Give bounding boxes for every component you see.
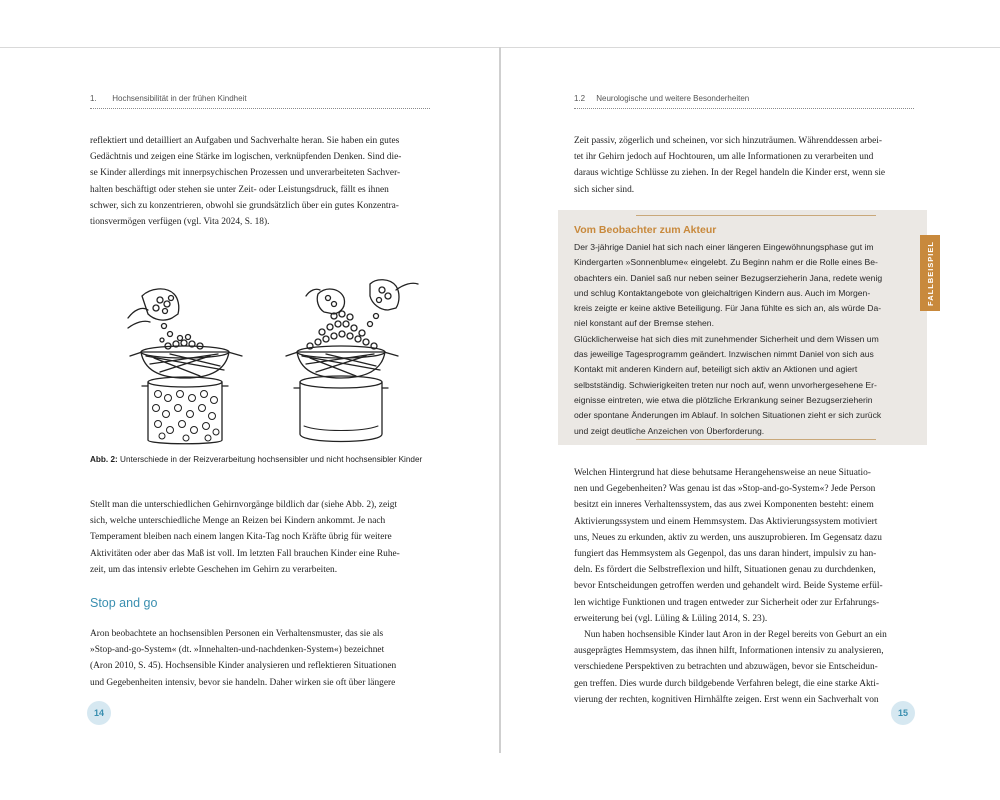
running-head-left [90,94,430,109]
text-line: uns, Neues zu erkunden, aktiv zu werden, uns auszuprobieren. Im Gegensatz dazu [574,532,882,543]
figure-label: Abb. 2: [90,455,118,464]
figure-caption [90,454,435,465]
case-example-tab-label: FALLBEISPIEL [925,240,935,306]
paragraph-2 [90,497,430,578]
chapter-number: 1.2 [574,94,586,103]
paragraph-3 [90,626,430,691]
text-line: Temperament bleiben nach einem langen Kita-Tag noch Kräfte übrig für weitere [90,532,392,543]
text-line: bevor Entscheidungen getroffen werden und gehandelt wird. Beide Systeme erfül- [574,581,883,592]
sieve-and-pot-illustration [120,248,420,448]
text-line: Welchen Hintergrund hat diese behutsame Herangehensweise an neue Situatio- [574,468,871,478]
text-line: sich sicher sind. [574,184,635,195]
text-line: deln. Es fördert die Selbstreflexion und hilft, Situationen genau zu durchdenken, [574,565,876,576]
text-line: verschiedene Perspektiven zu betrachten und abzuwägen, bevor sie Entscheidun- [574,662,878,673]
chapter-title: Hochsensibilität in der frühen Kindheit [112,94,247,103]
text-line: kreis zeigte er keine aktive Beteiligung. Für Jana fühlte es sich an, als würde Da- [574,303,882,314]
text-line: tet ihr Gehirn jedoch auf Hochtouren, um alle Informationen zu verarbeiten und [574,152,874,163]
text-line: selbstständig. Schwierigkeiten treten nur noch auf, wenn unvorhergesehene Er- [574,379,877,390]
text-line: sich, welche unterschiedliche Menge an Reizen bei Kindern ankommt. Je nach [90,516,386,527]
text-line: Aktivitäten oder aber das Maß ist voll. Im letzten Fall brauchen Kinder eine Ruhe- [90,548,400,559]
text-line: Nun haben hochsensible Kinder laut Aron in der Regel bereits von Geburt an ein [584,630,887,641]
text-line: Zeit passiv, zögerlich und scheinen, vor sich hinzuträumen. Währenddessen arbei- [574,136,882,146]
text-line: Glücklicherweise hat sich dies mit zunehmender Sicherheit und dem Wissen um [574,333,879,344]
text-line: Stellt man die unterschiedlichen Gehirnvorgänge bildlich dar (siehe Abb. 2), zeigt [90,500,398,510]
text-line: Kontakt mit anderen Kindern auf, beteiligt sich aktiv an Aktionen und agiert [574,364,858,375]
case-box-rule-top [636,215,876,216]
case-box-rule-bottom [636,439,876,440]
case-example-tab [920,235,940,311]
text-line: tionsvermögen verfügen (vgl. Vita 2024, S. 18). [90,217,270,228]
text-line: obachters ein. Daniel saß nur neben seiner Bezugserzieherin Jana, redete wenig [574,272,883,283]
text-line: fungiert das Hemmsystem als Gegenpol, das uns daran hindert, impulsiv zu han- [574,549,877,560]
section-heading: Stop and go [90,596,158,610]
text-line: se Kinder allerdings mit innerpsychischen Prozessen und unverarbeiteten Sachver- [90,168,401,179]
page-number: 15 [891,701,915,725]
right-page [501,48,1000,753]
text-line: Gedächtnis und zeigen eine Stärke im logischen, verknüpfenden Denken. Sind die- [90,152,402,163]
chapter-number: 1. [90,94,97,103]
text-line: »Stop-and-go-System« (dt. »Innehalten-und-nachdenken-System«) bezeichnet [90,645,385,656]
page-number: 14 [87,701,111,725]
text-line: vierung der rechten, kognitiven Hirnhälfte zeigen. Erst wenn ein Sachverhalt von [574,694,879,705]
left-page [0,48,499,753]
text-line: reflektiert und detailliert an Aufgaben und Sachverhalte heran. Sie haben ein gutes [90,136,400,146]
case-example-box [558,210,927,445]
text-line: erweiterung bei (vgl. Lüling & Lüling 2014, S. 23). [574,613,768,624]
paragraph-1 [90,133,430,230]
text-line: niel konstant auf der Bremse stehen. [574,318,714,329]
text-line: zeit, um das intensiv erlebte Geschehen im Gehirn zu verarbeiten. [90,564,338,575]
paragraph-1 [574,133,914,198]
text-line: Aron beobachtete an hochsensiblen Personen ein Verhaltensmuster, das sie als [90,629,384,639]
text-line: schwer, sich zu konzentrieren, obwohl sie grundsätzlich über ein gutes Konzentra- [90,200,399,211]
text-line: (Aron 2010, S. 45). Hochsensible Kinder analysieren und reflektieren Situationen [90,661,397,672]
running-head-right [574,94,914,109]
text-line: oder spontane Änderungen im Ablauf. In solchen Situationen zieht er sich zurück [574,410,882,421]
text-line: und schlug Kontaktangebote von gleichaltrigen Kindern aus. Auch im Morgen- [574,287,871,298]
text-line: Kindergarten »Sonnenblume« eingelebt. Zu Beginn nahm er die Rolle eines Be- [574,257,878,268]
text-line: daraus wichtige Schlüsse zu ziehen. In der Regel handeln die Kinder erst, wenn sie [574,168,886,179]
text-line: ausgeprägtes Hemmsystem, das ihnen hilft, Informationen intensiv zu analysieren, [574,646,884,657]
text-line: halten beschäftigt oder stehen sie unter Zeit- oder Leistungsdruck, fällt es ihnen [90,184,389,195]
paragraph-2 [574,465,914,708]
text-line: nen und Gegebenheiten? Was genau ist das »Stop-and-go-System«? Jede Person [574,484,876,495]
text-line: Der 3-jährige Daniel hat sich nach einer längeren Eingewöhnungsphase gut im [574,242,874,252]
text-line: und Gegebenheiten intensiv, bevor sie handeln. Daher wirken sie oft über längere [90,677,396,688]
text-line: und zeigt deutliche Anzeichen von Überforderung. [574,425,765,436]
chapter-title: Neurologische und weitere Besonderheiten [596,94,750,103]
figure-caption-text: Unterschiede in der Reizverarbeitung hochsensibler und nicht hochsensibler Kinder [120,455,423,464]
text-line: gen treffen. Dies wurde durch bildgebende Verfahren belegt, die eine starke Akti- [574,678,880,689]
text-line: len wichtige Funktionen und tragen entweder zur Sicherheit oder zur Erfahrungs- [574,597,880,608]
case-example-text [574,240,911,439]
case-example-title: Vom Beobachter zum Akteur [574,224,717,236]
text-line: eignisse eintreten, wie etwa die plötzliche Erkrankung seiner Bezugserzieherin [574,394,873,405]
text-line: Aktivierungssystem und einem Hemmsystem. Das Aktivierungssystem motiviert [574,516,878,527]
text-line: besitzt ein inneres Verhaltenssystem, das aus zwei Komponenten besteht: einem [574,500,874,511]
text-line: das jeweilige Tagesprogramm geändert. Inzwischen nimmt Daniel von sich aus [574,349,874,360]
